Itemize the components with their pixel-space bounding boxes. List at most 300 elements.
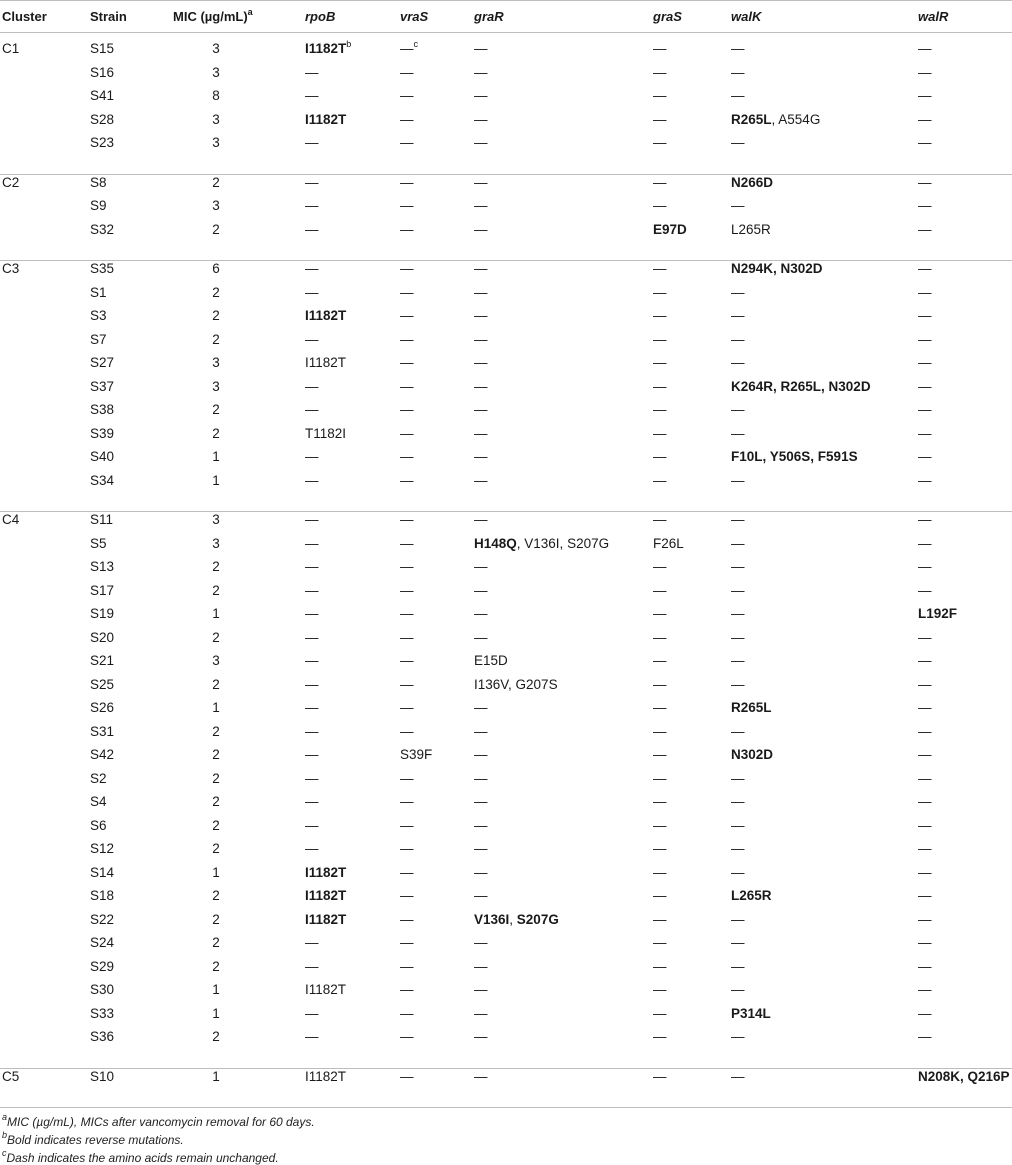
strain-cell: S34: [90, 472, 115, 488]
strain-cell: S6: [90, 817, 107, 833]
rpoB-mutation-cell: [305, 536, 319, 552]
mutation-text: , V136I, S207G: [516, 535, 610, 551]
mutation-text: —: [653, 512, 667, 527]
rpoB-mutation-cell: [305, 747, 319, 763]
walK-mutation-cell: [731, 888, 772, 904]
mutation-text: —: [305, 535, 319, 551]
cluster-label: C1: [2, 41, 20, 56]
mutation-text: —: [918, 747, 932, 762]
mutation-text: —: [400, 1005, 414, 1021]
mutation-text: —: [731, 284, 745, 300]
mutation-text: —: [653, 582, 667, 598]
mutation-text: —: [918, 723, 932, 739]
mutation-text: —: [653, 284, 667, 300]
mic-cell: 3: [212, 64, 220, 80]
graS-mutation-cell: [653, 355, 667, 371]
walK-mutation-cell: [731, 198, 745, 214]
mutation-text: —: [474, 64, 488, 80]
footnote-mark: a: [2, 1112, 8, 1122]
mic-cell: 3: [212, 378, 220, 394]
graR-mutation-cell: [474, 308, 488, 324]
graR-mutation-cell: [474, 175, 488, 191]
walR-mutation-cell: [918, 1006, 932, 1022]
mutation-text: —: [474, 449, 488, 464]
mutation-text: I1182T: [305, 982, 347, 997]
strain-cell: S30: [90, 982, 115, 997]
mic-cell: 2: [212, 747, 220, 762]
mic-cell: 2: [212, 425, 220, 441]
mutation-text: R265L: [731, 111, 772, 127]
mutation-text: —: [400, 425, 414, 441]
vraS-mutation-cell: [400, 38, 418, 57]
mic-cell: 2: [212, 402, 220, 417]
mutation-text: —: [474, 261, 488, 276]
mutation-text: —: [400, 606, 414, 621]
mutation-text: —: [918, 794, 932, 809]
rpoB-mutation-cell: [305, 559, 319, 575]
strain-cell: S12: [90, 841, 115, 856]
mutation-text: L192F: [918, 606, 958, 621]
walR-mutation-cell: [918, 175, 932, 191]
graR-mutation-cell: [474, 959, 488, 975]
graR-mutation-cell: [474, 41, 488, 57]
graR-mutation-cell: [474, 473, 488, 489]
mutation-text: —: [474, 982, 488, 997]
graR-mutation-cell: [474, 449, 488, 465]
graS-mutation-cell: [653, 1069, 667, 1085]
vraS-mutation-cell: [400, 677, 414, 693]
graR-mutation-cell: [474, 1069, 488, 1085]
mutation-text: N302D: [731, 747, 774, 762]
mutation-text: —: [653, 982, 667, 997]
mutation-text: —: [653, 911, 667, 927]
walR-mutation-cell: [918, 865, 932, 881]
mutation-text: —: [474, 747, 488, 762]
walK-mutation-cell: [731, 222, 771, 238]
graR-mutation-cell: [474, 935, 488, 951]
mutation-text: —: [305, 723, 319, 739]
mutation-text: —: [918, 653, 932, 668]
graR-mutation-cell: [474, 653, 508, 669]
graS-mutation-cell: [653, 402, 667, 418]
walK-mutation-cell: [731, 135, 745, 151]
mutation-text: —: [474, 582, 488, 598]
mutation-text: —: [653, 378, 667, 394]
mic-cell: 2: [212, 794, 220, 809]
mutation-text: —: [474, 935, 488, 950]
mic-cell: 2: [212, 935, 220, 950]
mutation-text: —: [653, 958, 667, 974]
mutation-text: —: [474, 472, 488, 488]
strain-cell: S8: [90, 174, 107, 190]
walR-mutation-cell: [918, 653, 932, 669]
mutation-text: —: [918, 982, 932, 997]
mutation-text: I1182T: [305, 911, 347, 927]
mutation-text: —: [474, 135, 488, 150]
mic-cell: 2: [212, 723, 220, 739]
mutation-text: —: [918, 770, 932, 786]
mutation-text: —: [653, 676, 667, 692]
vraS-mutation-cell: [400, 700, 414, 716]
strain-cell: S21: [90, 653, 115, 668]
strain-cell: S4: [90, 794, 107, 809]
strain-cell: S11: [90, 512, 114, 527]
strain-cell: S2: [90, 770, 107, 786]
walR-mutation-cell: [918, 261, 932, 277]
strain-cell: S9: [90, 198, 107, 213]
mutation-text: —: [918, 512, 932, 527]
mutation-text: L265R: [731, 888, 772, 903]
mutation-text: —: [918, 911, 932, 927]
mutation-text: —: [731, 331, 745, 347]
mic-cell: 2: [212, 331, 220, 347]
vraS-mutation-cell: [400, 583, 414, 599]
mic-cell: 2: [212, 582, 220, 598]
walK-mutation-cell: [731, 771, 745, 787]
walK-mutation-cell: [731, 473, 745, 489]
header-mic-label: MIC (µg/mL): [173, 9, 248, 24]
walR-mutation-cell: [918, 65, 932, 81]
mutation-text: —: [918, 559, 932, 574]
mic-cell: 2: [212, 559, 220, 574]
vraS-mutation-cell: [400, 959, 414, 975]
strain-cell: S20: [90, 629, 115, 645]
mutation-text: —: [731, 1029, 745, 1044]
mutation-text: —: [305, 582, 319, 598]
rpoB-mutation-cell: [305, 606, 319, 622]
mutation-text: —: [474, 331, 488, 347]
mutation-text: —: [918, 1029, 932, 1044]
walR-mutation-cell: [918, 112, 932, 128]
mutation-text: —: [731, 582, 745, 598]
mic-cell: 1: [212, 864, 220, 880]
strain-cell: S36: [90, 1029, 115, 1044]
mutation-text: —: [305, 1029, 319, 1044]
mutation-text: —: [400, 982, 414, 997]
vraS-mutation-cell: [400, 606, 414, 622]
mutation-text: —: [918, 88, 932, 103]
walK-mutation-cell: [731, 865, 745, 881]
mutation-text: —: [400, 559, 414, 574]
walR-mutation-cell: [918, 379, 932, 395]
mutation-text: —: [653, 1029, 667, 1044]
mutation-text: —: [731, 355, 745, 370]
graS-mutation-cell: [653, 1006, 667, 1022]
mutation-text: —: [918, 378, 932, 394]
mutation-text: —: [474, 606, 488, 621]
mutation-text: —: [918, 308, 932, 323]
mutation-text: —: [731, 676, 745, 692]
strain-cell: S38: [90, 402, 115, 417]
graS-mutation-cell: [653, 935, 667, 951]
mic-cell: 1: [212, 700, 220, 715]
mutation-text: R265L: [731, 700, 772, 715]
walK-mutation-cell: [731, 426, 745, 442]
walK-mutation-cell: [731, 630, 745, 646]
walK-mutation-cell: [731, 1006, 771, 1022]
strain-cell: S40: [90, 449, 115, 464]
vraS-mutation-cell: [400, 332, 414, 348]
strain-cell: S16: [90, 64, 115, 80]
graR-mutation-cell: [474, 355, 488, 371]
cluster-separator: [0, 1068, 1012, 1069]
mutation-text: F26L: [653, 535, 684, 551]
walK-mutation-cell: [731, 41, 745, 57]
header-mic-footnote-mark: a: [247, 6, 253, 17]
mutation-text: —: [400, 135, 414, 150]
graR-mutation-cell: [474, 1029, 488, 1045]
mutation-text: —: [653, 135, 667, 150]
mutation-text: —: [305, 747, 319, 762]
walR-mutation-cell: [918, 536, 932, 552]
rpoB-mutation-cell: [305, 65, 319, 81]
mutation-text: F10L, Y506S, F591S: [731, 449, 858, 464]
graR-mutation-cell: [474, 536, 609, 552]
header-cluster: Cluster: [2, 9, 47, 24]
mutation-text: —: [305, 770, 319, 786]
graS-mutation-cell: [653, 175, 667, 191]
strain-cell: S15: [90, 41, 115, 56]
mutation-text: —: [653, 402, 667, 417]
mutation-text: —: [918, 935, 932, 950]
mic-cell: 1: [212, 1068, 220, 1084]
mutation-text: —: [305, 629, 319, 645]
mutation-text: —: [474, 958, 488, 974]
rpoB-mutation-cell: [305, 135, 319, 151]
strain-cell: S13: [90, 559, 115, 574]
walK-mutation-cell: [731, 112, 820, 128]
vraS-mutation-cell: [400, 512, 414, 528]
vraS-mutation-cell: [400, 1006, 414, 1022]
strain-cell: S41: [90, 88, 115, 103]
cluster-label: C5: [2, 1068, 20, 1084]
walR-mutation-cell: [918, 747, 932, 763]
mutation-text: —: [918, 1005, 932, 1021]
mutation-text: —: [400, 88, 414, 103]
footnote: [2, 1112, 315, 1129]
mutation-text: —: [918, 449, 932, 464]
walK-mutation-cell: [731, 379, 871, 395]
walK-mutation-cell: [731, 982, 745, 998]
graS-mutation-cell: [653, 449, 667, 465]
walR-mutation-cell: [918, 818, 932, 834]
mutation-text: —: [918, 629, 932, 645]
walR-mutation-cell: [918, 332, 932, 348]
mic-cell: 2: [212, 841, 220, 856]
mutation-text: —: [400, 535, 414, 551]
strain-cell: S17: [90, 582, 115, 598]
rpoB-mutation-cell: [305, 426, 346, 442]
mutation-text: —: [474, 41, 488, 56]
vraS-mutation-cell: [400, 630, 414, 646]
strain-cell: S23: [90, 135, 115, 150]
mic-cell: 8: [212, 88, 220, 103]
mic-cell: 2: [212, 174, 220, 190]
mutation-text: —: [400, 700, 414, 715]
rpoB-mutation-cell: [305, 630, 319, 646]
walR-mutation-cell: [918, 559, 932, 575]
mutation-text: S39F: [400, 747, 433, 762]
mutation-text: , A554G: [771, 111, 821, 127]
mutation-text: —: [400, 1029, 414, 1044]
mic-cell: 2: [212, 911, 220, 927]
mutation-text: —: [731, 770, 745, 786]
mutation-text: —: [474, 559, 488, 574]
mutation-text: —: [653, 629, 667, 645]
rpoB-mutation-cell: [305, 724, 319, 740]
walK-mutation-cell: [731, 794, 745, 810]
mutation-text: —: [731, 911, 745, 927]
graR-mutation-cell: [474, 982, 488, 998]
mutation-text: —: [305, 88, 319, 103]
mic-cell: 1: [212, 982, 220, 997]
walR-mutation-cell: [918, 841, 932, 857]
vraS-mutation-cell: [400, 935, 414, 951]
graR-mutation-cell: [474, 583, 488, 599]
mutation-text: —: [653, 1068, 667, 1084]
graS-mutation-cell: [653, 724, 667, 740]
mic-cell: 3: [212, 135, 220, 150]
graS-mutation-cell: [653, 818, 667, 834]
mutation-text: —: [653, 472, 667, 488]
mutation-text: —: [400, 794, 414, 809]
cluster-label: C2: [2, 174, 20, 190]
walR-mutation-cell: [918, 583, 932, 599]
mutation-text: —: [305, 794, 319, 809]
graS-mutation-cell: [653, 198, 667, 214]
rpoB-mutation-cell: [305, 175, 319, 191]
mic-cell: 3: [212, 653, 220, 668]
walK-mutation-cell: [731, 402, 745, 418]
walR-mutation-cell: [918, 630, 932, 646]
graR-mutation-cell: [474, 630, 488, 646]
walR-mutation-cell: [918, 88, 932, 104]
footnote-mark: c: [2, 1148, 7, 1158]
graS-mutation-cell: [653, 473, 667, 489]
footnote-text: Bold indicates reverse mutations.: [7, 1133, 184, 1147]
walK-mutation-cell: [731, 818, 745, 834]
mutation-text: —: [474, 794, 488, 809]
mutation-text: —: [305, 261, 319, 276]
mutation-text: —: [731, 425, 745, 441]
graS-mutation-cell: [653, 959, 667, 975]
walR-mutation-cell: [918, 402, 932, 418]
graS-mutation-cell: [653, 65, 667, 81]
graR-mutation-cell: [474, 426, 488, 442]
graR-mutation-cell: [474, 747, 488, 763]
walR-mutation-cell: [918, 724, 932, 740]
rpoB-mutation-cell: [305, 308, 346, 324]
mic-cell: 1: [212, 1005, 220, 1021]
cluster-separator: [0, 511, 1012, 512]
mutation-text: N208K, Q216P: [918, 1068, 1010, 1084]
vraS-mutation-cell: [400, 402, 414, 418]
graR-mutation-cell: [474, 865, 488, 881]
mutation-text: —: [731, 512, 745, 527]
mic-cell: 1: [212, 449, 220, 464]
graS-mutation-cell: [653, 261, 667, 277]
walK-mutation-cell: [731, 449, 858, 465]
mutation-text: I1182T: [305, 111, 347, 127]
mutation-text: I1182T: [305, 888, 347, 903]
mutation-text: —: [305, 449, 319, 464]
walR-mutation-cell: [918, 512, 932, 528]
mutation-text: —: [305, 378, 319, 394]
mutation-text: —: [400, 723, 414, 739]
mutation-text: —: [400, 64, 414, 80]
mutation-text: —: [474, 174, 488, 190]
strain-cell: S29: [90, 958, 115, 974]
walR-mutation-cell: [918, 794, 932, 810]
graS-mutation-cell: [653, 1029, 667, 1045]
graS-mutation-cell: [653, 700, 667, 716]
vraS-mutation-cell: [400, 112, 414, 128]
mic-cell: 2: [212, 770, 220, 786]
mutation-text: K264R, R265L, N302D: [731, 378, 871, 394]
mutation-text: —: [305, 64, 319, 80]
rpoB-mutation-cell: [305, 959, 319, 975]
mutation-text: —: [474, 864, 488, 880]
mutation-text: —: [305, 174, 319, 190]
mutation-text: —: [918, 535, 932, 551]
graR-mutation-cell: [474, 88, 488, 104]
strain-cell: S37: [90, 378, 115, 394]
mutation-text: —: [918, 198, 932, 213]
rpoB-mutation-cell: [305, 285, 319, 301]
strain-cell: S39: [90, 425, 115, 441]
mutation-text: —: [400, 770, 414, 786]
mutation-text: —: [731, 402, 745, 417]
vraS-mutation-cell: [400, 1029, 414, 1045]
mic-cell: 3: [212, 512, 220, 527]
mutation-text: —: [400, 174, 414, 190]
graS-mutation-cell: [653, 583, 667, 599]
mutation-text: —: [653, 198, 667, 213]
mic-cell: 2: [212, 221, 220, 237]
strain-cell: S42: [90, 747, 115, 762]
mutation-text: —: [474, 770, 488, 786]
mutation-text: —: [731, 723, 745, 739]
mic-cell: 2: [212, 284, 220, 300]
mutation-text: —: [653, 841, 667, 856]
mutation-text: —: [918, 135, 932, 150]
mutation-text: —: [918, 888, 932, 903]
mutation-text: —: [918, 402, 932, 417]
mic-cell: 6: [212, 261, 220, 276]
mutation-text: —: [653, 559, 667, 574]
walR-mutation-cell: [918, 449, 932, 465]
graS-mutation-cell: [653, 559, 667, 575]
walK-mutation-cell: [731, 285, 745, 301]
walK-mutation-cell: [731, 536, 745, 552]
vraS-mutation-cell: [400, 261, 414, 277]
mutation-text: —: [918, 817, 932, 833]
mutation-text: —: [653, 261, 667, 276]
graS-mutation-cell: [653, 606, 667, 622]
walK-mutation-cell: [731, 261, 823, 277]
walK-mutation-cell: [731, 559, 745, 575]
graS-mutation-cell: [653, 512, 667, 528]
mutation-text: —: [653, 88, 667, 103]
mutation-text: —: [731, 1068, 745, 1084]
mutation-text: —: [653, 449, 667, 464]
walK-mutation-cell: [731, 724, 745, 740]
mutation-text: —: [305, 841, 319, 856]
graR-mutation-cell: [474, 198, 488, 214]
mutation-text: —: [653, 888, 667, 903]
strain-cell: S35: [90, 261, 115, 276]
mutation-text: —: [400, 378, 414, 394]
